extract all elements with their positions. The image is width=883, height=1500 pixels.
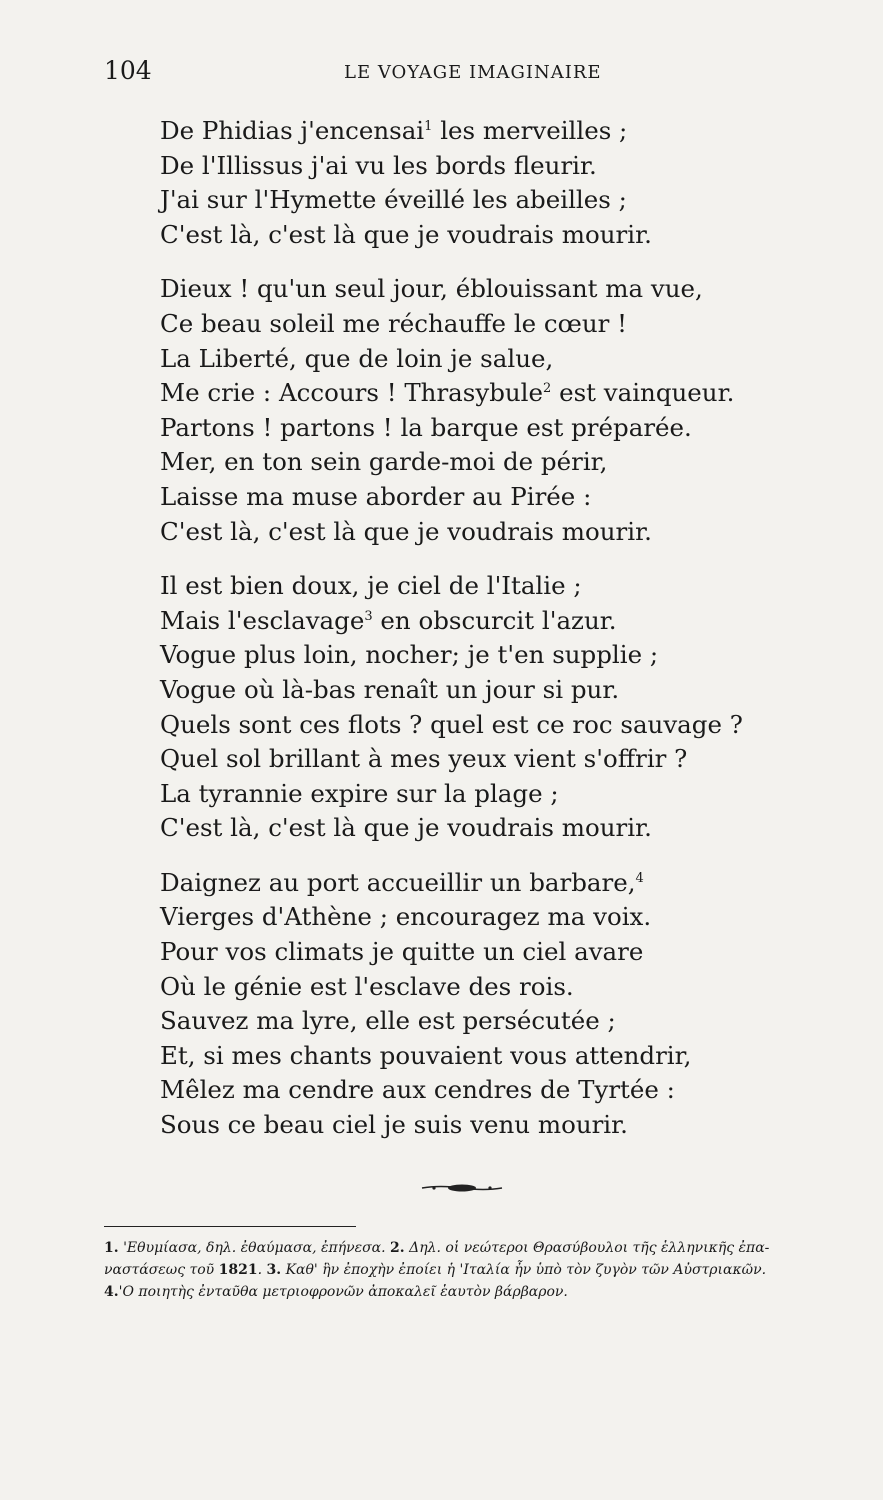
footnote-text: ναστάσεως τοῦ bbox=[104, 1262, 219, 1278]
verse-line: Daignez au port accueillir un barbare,$^4$ bbox=[160, 867, 644, 897]
stanza-1 bbox=[160, 114, 800, 252]
footnote-text: Καθ' ἣν ἐποχὴν ἐποίει ἡ 'Ιταλία ἦν ὑπὸ τὸν ζυγὸν τῶν Αὐστριακῶν. bbox=[281, 1262, 767, 1278]
verse-line: Vierges d'Athène ; encouragez ma voix. bbox=[160, 902, 652, 932]
running-title: LE VOYAGE IMAGINAIRE bbox=[344, 62, 602, 83]
footnote-ref: 2 bbox=[543, 381, 552, 396]
verse-line: Et, si mes chants pouvaient vous attendrir, bbox=[160, 1040, 692, 1070]
footnote-number: 2. bbox=[390, 1240, 405, 1256]
page-header bbox=[104, 56, 624, 90]
page-number: 104 bbox=[104, 56, 152, 85]
footnote-ref: 4 bbox=[635, 870, 644, 886]
verse-line: Mêlez ma cendre aux cendres de Tyrtée : bbox=[160, 1075, 675, 1105]
verse-line: De Phidias j'encensai$^1$ les merveilles ; bbox=[160, 116, 628, 145]
verse-line: Mais l'esclavage$^3$ en obscurcit l'azur. bbox=[160, 605, 617, 635]
footnote-text: 'Ο ποιητὴς ἐνταῦθα μετριοφρονῶν ἀποκαλεῖ ἑαυτὸν βάρβαρον. bbox=[118, 1284, 568, 1300]
verse-line: Sous ce beau ciel je suis venu mourir. bbox=[160, 1110, 628, 1140]
footnote-line: ναστάσεως τοῦ 1821. 3. Καθ' ἣν ἐποχὴν ἐποίει ἡ 'Ιταλία ἦν ὑπὸ τὸν ζυγὸν τῶν Αὐστριακῶν. bbox=[104, 1262, 767, 1278]
verse-line: Où le génie est l'esclave des rois. bbox=[160, 971, 574, 1001]
footnote-rule bbox=[104, 1226, 356, 1227]
footnote-text: 'Εθυμίασα, δηλ. ἐθαύμασα, ἐπήνεσα. bbox=[118, 1240, 391, 1256]
footnote-line bbox=[104, 1281, 854, 1303]
footnote-number: 3. bbox=[266, 1262, 282, 1278]
verse-line: Mer, en ton sein garde-moi de périr, bbox=[160, 447, 608, 477]
verse-line: Quels sont ces flots ? quel est ce roc sauvage ? bbox=[160, 709, 743, 739]
footnote-number: 4. bbox=[104, 1284, 119, 1300]
verse-line: Vogue où là-bas renaît un jour si pur. bbox=[160, 674, 620, 704]
verse-line: La Liberté, que de loin je salue, bbox=[160, 343, 554, 373]
verse-line: Ce beau soleil me réchauffe le cœur ! bbox=[160, 308, 628, 338]
footnote-year: 1821 bbox=[218, 1262, 258, 1278]
footnote-number: 1. bbox=[104, 1240, 119, 1256]
verse-line: Laisse ma muse aborder au Pirée : bbox=[160, 481, 592, 511]
ornament-divider-icon bbox=[420, 1183, 504, 1193]
verse-line: Il est bien doux, je ciel de l'Italie ; bbox=[160, 571, 582, 601]
stanza-2 bbox=[160, 272, 800, 549]
verse-line: La tyrannie expire sur la plage ; bbox=[160, 778, 559, 808]
verse-line: J'ai sur l'Hymette éveillé les abeilles ; bbox=[160, 185, 627, 215]
verse-line: De l'Illissus j'ai vu les bords fleurir. bbox=[160, 150, 597, 180]
verse-line: C'est là, c'est là que je voudrais mourir. bbox=[160, 516, 652, 546]
verse-line: Partons ! partons ! la barque est préparée. bbox=[160, 412, 692, 442]
verse-line: Sauvez ma lyre, elle est persécutée ; bbox=[160, 1006, 616, 1036]
footnote-ref: 3 bbox=[364, 608, 373, 624]
verse-line: Me crie : Accours ! Thrasybule$^2$ est vainqueur. bbox=[160, 378, 735, 408]
verse-line: Dieux ! qu'un seul jour, éblouissant ma vue, bbox=[160, 274, 703, 304]
footnotes bbox=[104, 1237, 854, 1303]
verse-line: Quel sol brillant à mes yeux vient s'offrir ? bbox=[160, 744, 688, 774]
stanza-4 bbox=[160, 866, 800, 1143]
verse-line: C'est là, c'est là que je voudrais mourir. bbox=[160, 219, 652, 249]
footnote-text: Δηλ. οἱ νεώτεροι Θρασύβουλοι τῆς ἑλληνικῆς ἐπα- bbox=[404, 1240, 770, 1256]
poem bbox=[160, 114, 800, 1163]
verse-line: C'est là, c'est là que je voudrais mourir. bbox=[160, 813, 652, 843]
verse-line: Pour vos climats je quitte un ciel avare bbox=[160, 937, 644, 967]
stanza-3 bbox=[160, 569, 800, 846]
verse-line: Vogue plus loin, nocher; je t'en supplie ; bbox=[160, 640, 659, 670]
footnote-line bbox=[104, 1237, 854, 1259]
footnote-ref: 1 bbox=[424, 118, 433, 134]
